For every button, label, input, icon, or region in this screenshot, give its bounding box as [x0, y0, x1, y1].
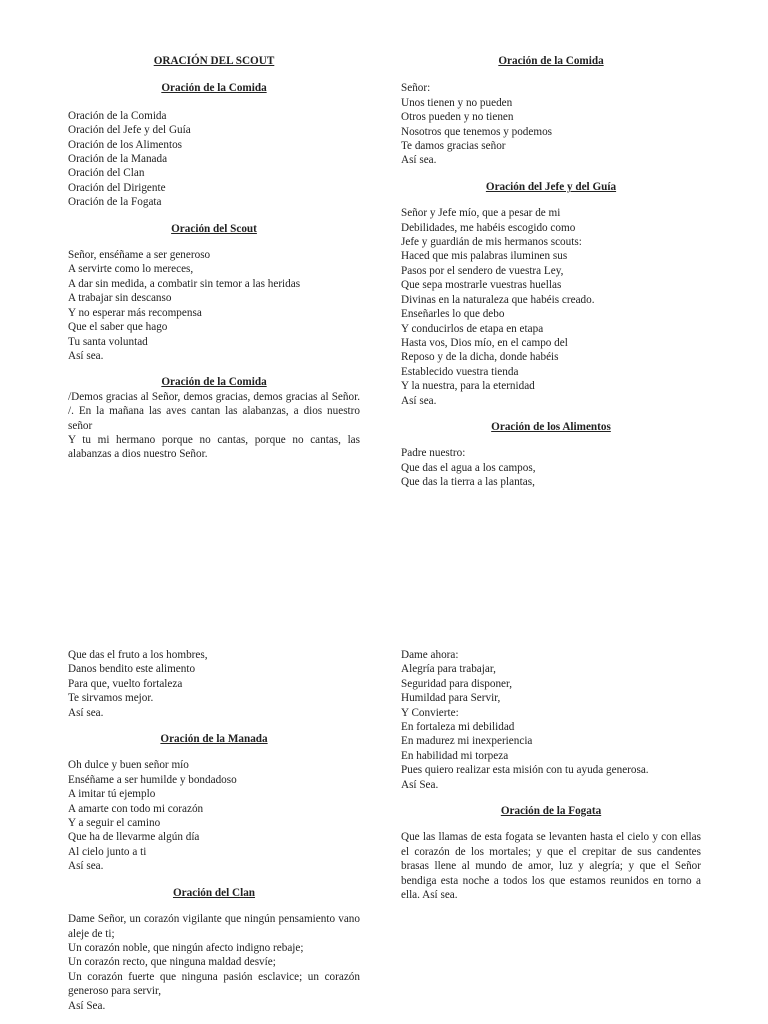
- index-item: Oración de la Fogata: [68, 196, 162, 209]
- verse-line: Que das la tierra a las plantas,: [401, 476, 535, 489]
- prayer-index: [68, 109, 360, 210]
- verse-line: Haced que mis palabras iluminen sus: [401, 250, 568, 263]
- verse-line: Nosotros que tenemos y podemos: [401, 125, 553, 138]
- verse-line: Te damos gracias señor: [401, 140, 506, 153]
- verse-line: Que sepa mostrarle vuestras huellas: [401, 279, 562, 292]
- verse-line: Y no esperar más recompensa: [68, 306, 202, 319]
- verse-line: Seguridad para disponer,: [401, 677, 513, 690]
- verse-line: Así sea.: [68, 860, 104, 873]
- verse-line: Que el saber que hago: [68, 321, 168, 334]
- section-title-fogata: Oración de la Fogata: [500, 805, 602, 818]
- verse-line: En fortaleza mi debilidad: [401, 721, 515, 734]
- verse-line: Que ha de llevarme algún día: [68, 831, 200, 844]
- verse-line: Así sea.: [401, 394, 437, 407]
- verse-line: Y Convierte:: [401, 706, 459, 719]
- verse-line: A dar sin medida, a combatir sin temor a las heridas: [68, 277, 301, 290]
- paragraph: Dame Señor, un corazón vigilante que ningún pensamiento vano aleje de ti;: [68, 913, 360, 940]
- prayer-alimentos-continued: [68, 648, 360, 720]
- verse-line: Así sea.: [68, 349, 104, 362]
- verse-line: Señor y Jefe mío, que a pesar de mi: [401, 207, 561, 220]
- verse-line: Padre nuestro:: [401, 447, 466, 460]
- verse-line: Para que, vuelto fortaleza: [68, 677, 183, 690]
- index-item: Oración de la Comida: [68, 109, 167, 122]
- verse-line: En madurez mi inexperiencia: [401, 735, 533, 748]
- section-title-comida-2: Oración de la Comida: [161, 376, 267, 389]
- index-item: Oración del Dirigente: [68, 181, 166, 194]
- verse-line: A imitar tú ejemplo: [68, 788, 156, 801]
- verse-line: Establecido vuestra tienda: [401, 365, 519, 378]
- prayer-fogata: [401, 830, 701, 902]
- column-bottom-left: [68, 648, 360, 1013]
- prayer-alimentos: [401, 446, 701, 489]
- verse-line: A amarte con todo mi corazón: [68, 802, 204, 815]
- verse-line: Unos tienen y no pueden: [401, 96, 513, 109]
- verse-line: Reposo y de la dicha, donde habéis: [401, 351, 559, 364]
- verse-line: Y a seguir el camino: [68, 817, 161, 830]
- verse-line: Debilidades, me habéis escogido como: [401, 221, 576, 234]
- verse-line: Divinas en la naturaleza que habéis creado.: [401, 293, 595, 306]
- prayer-scout: [68, 248, 360, 363]
- column-bottom-right: [401, 648, 701, 903]
- prayer-clan: [68, 912, 360, 1013]
- paragraph: Un corazón fuerte que ninguna pasión esclavice; un corazón generoso para servir,: [68, 970, 360, 998]
- prayer-comida-song: [68, 390, 360, 462]
- column-top-left: [68, 54, 360, 462]
- verse-line: Señor:: [401, 82, 431, 95]
- prayer-comida: [401, 81, 701, 167]
- verse-line: Danos bendito este alimento: [68, 663, 196, 676]
- page-title: ORACIÓN DEL SCOUT: [153, 55, 275, 67]
- column-top-right: [401, 54, 701, 490]
- verse-line: Enseñarles lo que debo: [401, 308, 505, 321]
- verse-line: Señor, enséñame a ser generoso: [68, 249, 211, 262]
- section-title-clan: Oración del Clan: [172, 886, 256, 899]
- verse-line: Enséñame a ser humilde y bondadoso: [68, 773, 237, 786]
- verse-line: Te sirvamos mejor.: [68, 692, 154, 705]
- verse-line: Pasos por el sendero de vuestra Ley,: [401, 264, 564, 277]
- paragraph: Y tu mi hermano porque no cantas, porque no cantas, las alabanzas a dios nuestro Señor.: [68, 433, 360, 461]
- section-title-jefe: Oración del Jefe y del Guía: [485, 180, 617, 193]
- section-title-alimentos: Oración de los Alimentos: [491, 420, 611, 433]
- section-title-comida: Oración de la Comida: [161, 82, 267, 95]
- verse-line: Un corazón noble, que ningún afecto indigno rebaje;: [68, 941, 304, 954]
- verse-line: Humildad para Servir,: [401, 692, 501, 705]
- section-title-scout: Oración del Scout: [171, 222, 257, 235]
- index-item: Oración de la Manada: [68, 153, 168, 166]
- verse-line: Que das el fruto a los hombres,: [68, 649, 208, 661]
- verse-line: Pues quiero realizar esta misión con tu ayuda generosa.: [401, 764, 649, 777]
- prayer-manada: [68, 758, 360, 873]
- paragraph: Que las llamas de esta fogata se levanten hasta el cielo y con ellas el corazón de los mortales; y que el crepitar de sus candentes brasas llene al mundo de amor, luz y alegría; y que el Señor bendiga esta noche a todos los que estamos reunidos en torno a ella. Así sea.: [401, 831, 701, 902]
- index-item: Oración del Clan: [68, 167, 145, 180]
- verse-line: Así sea.: [401, 154, 437, 167]
- verse-line: Así Sea.: [68, 999, 106, 1012]
- verse-line: Y la nuestra, para la eternidad: [401, 380, 535, 393]
- verse-line: Otros pueden y no tienen: [401, 111, 514, 124]
- verse-line: Hasta vos, Dios mío, en el campo del: [401, 336, 568, 349]
- paragraph: /Demos gracias al Señor, demos gracias, demos gracias al Señor. /. En la mañana las aves cantan las alabanzas, a dios nuestro señor: [68, 390, 360, 432]
- verse-line: A trabajar sin descanso: [68, 292, 172, 305]
- verse-line: En habilidad mi torpeza: [401, 749, 509, 762]
- index-item: Oración del Jefe y del Guía: [68, 124, 191, 137]
- verse-line: Oh dulce y buen señor mío: [68, 759, 189, 772]
- section-title-comida: Oración de la Comida: [498, 55, 604, 67]
- verse-line: Que das el agua a los campos,: [401, 461, 536, 474]
- verse-line: Así Sea.: [401, 778, 439, 791]
- prayer-jefe: [401, 206, 701, 408]
- verse-line: Dame ahora:: [401, 649, 459, 661]
- section-title-manada: Oración de la Manada: [160, 733, 268, 746]
- index-item: Oración de los Alimentos: [68, 138, 183, 151]
- verse-line: A servirte como lo mereces,: [68, 263, 194, 276]
- verse-line: Así sea.: [68, 706, 104, 719]
- verse-line: Y conducirlos de etapa en etapa: [401, 322, 544, 335]
- verse-line: Alegría para trabajar,: [401, 663, 496, 676]
- verse-line: Al cielo junto a ti: [68, 845, 147, 858]
- verse-line: Un corazón recto, que ninguna maldad desvíe;: [68, 956, 276, 969]
- prayer-dirigente: [401, 648, 701, 792]
- verse-line: Jefe y guardián de mis hermanos scouts:: [401, 236, 582, 249]
- verse-line: Tu santa voluntad: [68, 335, 148, 348]
